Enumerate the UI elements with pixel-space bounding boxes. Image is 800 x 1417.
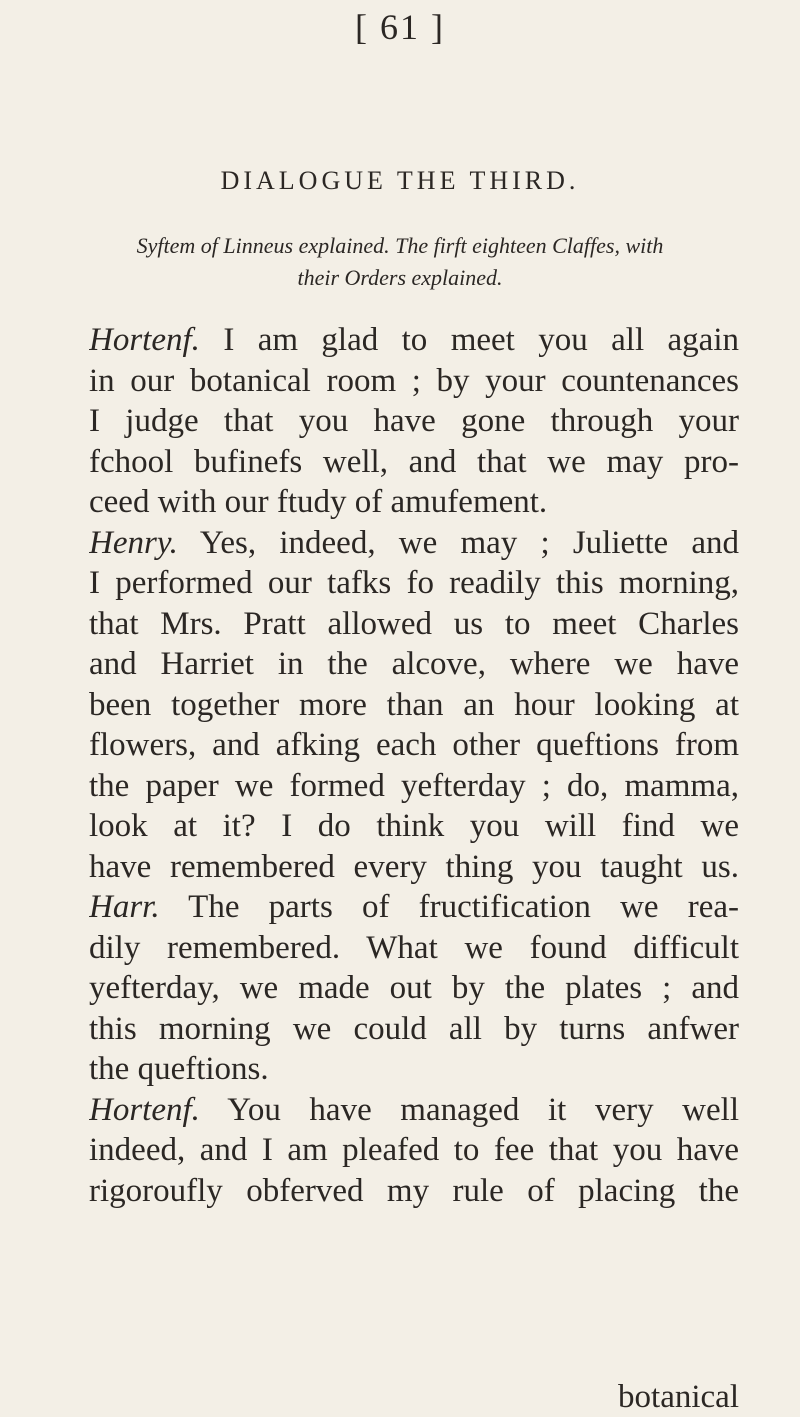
text-line <box>89 725 739 766</box>
text-line <box>89 1130 739 1171</box>
text-line <box>89 482 739 523</box>
line-text: in our botanical room ; by your countenances <box>89 362 739 399</box>
text-line <box>89 604 739 645</box>
text-line <box>89 766 739 807</box>
text-line <box>89 644 739 685</box>
line-text: I performed our tafks fo readily this morning, <box>89 565 739 601</box>
text-line <box>89 1049 739 1090</box>
text-line <box>89 806 739 847</box>
line-text: You have managed it very well <box>199 1091 739 1128</box>
line-text: the paper we formed yefterday ; do, mamma, <box>89 767 739 804</box>
subtitle-line: Syftem of Linneus explained. The firft eighteen Claffes, with <box>136 233 664 258</box>
line-text: rigoroufly obferved my rule of placing the <box>89 1172 739 1209</box>
text-line <box>89 1090 739 1131</box>
line-text: look at it? I do think you will find we <box>89 808 739 844</box>
text-line <box>89 928 739 969</box>
line-text: ceed with our ftudy of amufement. <box>89 484 548 520</box>
text-line <box>89 442 739 483</box>
line-text: I am glad to meet you all again <box>199 322 739 358</box>
chapter-title: DIALOGUE THE THIRD. <box>220 166 580 195</box>
line-text: the queftions. <box>89 1051 269 1087</box>
line-text: that Mrs. Pratt allowed us to meet Charles <box>89 605 739 642</box>
dialogue-text <box>89 320 739 1211</box>
text-line <box>89 887 739 928</box>
text-line <box>89 563 739 604</box>
line-text: dily remembered. What we found difficult <box>89 929 739 966</box>
speaker-name: Henry. <box>89 524 178 561</box>
speaker-name: Harr. <box>89 889 160 925</box>
line-text: I judge that you have gone through your <box>89 403 739 439</box>
chapter-subtitle <box>0 230 800 294</box>
text-line <box>89 968 739 1009</box>
text-line <box>89 1171 739 1212</box>
text-line <box>89 523 739 564</box>
text-line <box>89 401 739 442</box>
text-line <box>89 847 739 888</box>
line-text: have remembered every thing you taught us. <box>89 848 739 885</box>
text-line <box>89 1009 739 1050</box>
speaker-name: Hortenf. <box>89 1091 200 1128</box>
line-text: fchool bufinefs well, and that we may pro- <box>89 443 739 480</box>
line-text: indeed, and I am pleafed to fee that you have <box>89 1132 739 1168</box>
text-line <box>89 320 739 361</box>
speaker-name: Hortenf. <box>89 322 200 358</box>
line-text: this morning we could all by turns anfwer <box>89 1010 739 1047</box>
line-text: been together more than an hour looking at <box>89 686 739 723</box>
subtitle-line: their Orders explained. <box>297 265 503 290</box>
line-text: yefterday, we made out by the plates ; and <box>89 970 739 1006</box>
line-text: Yes, indeed, we may ; Juliette and <box>177 524 739 561</box>
text-line <box>89 361 739 402</box>
line-text: The parts of fructification we rea- <box>159 889 739 925</box>
page-number: [ 61 ] <box>355 7 445 47</box>
text-line <box>89 685 739 726</box>
catchword: botanical <box>618 1379 739 1415</box>
line-text: flowers, and afking each other queftions from <box>89 727 739 763</box>
line-text: and Harriet in the alcove, where we have <box>89 646 739 682</box>
